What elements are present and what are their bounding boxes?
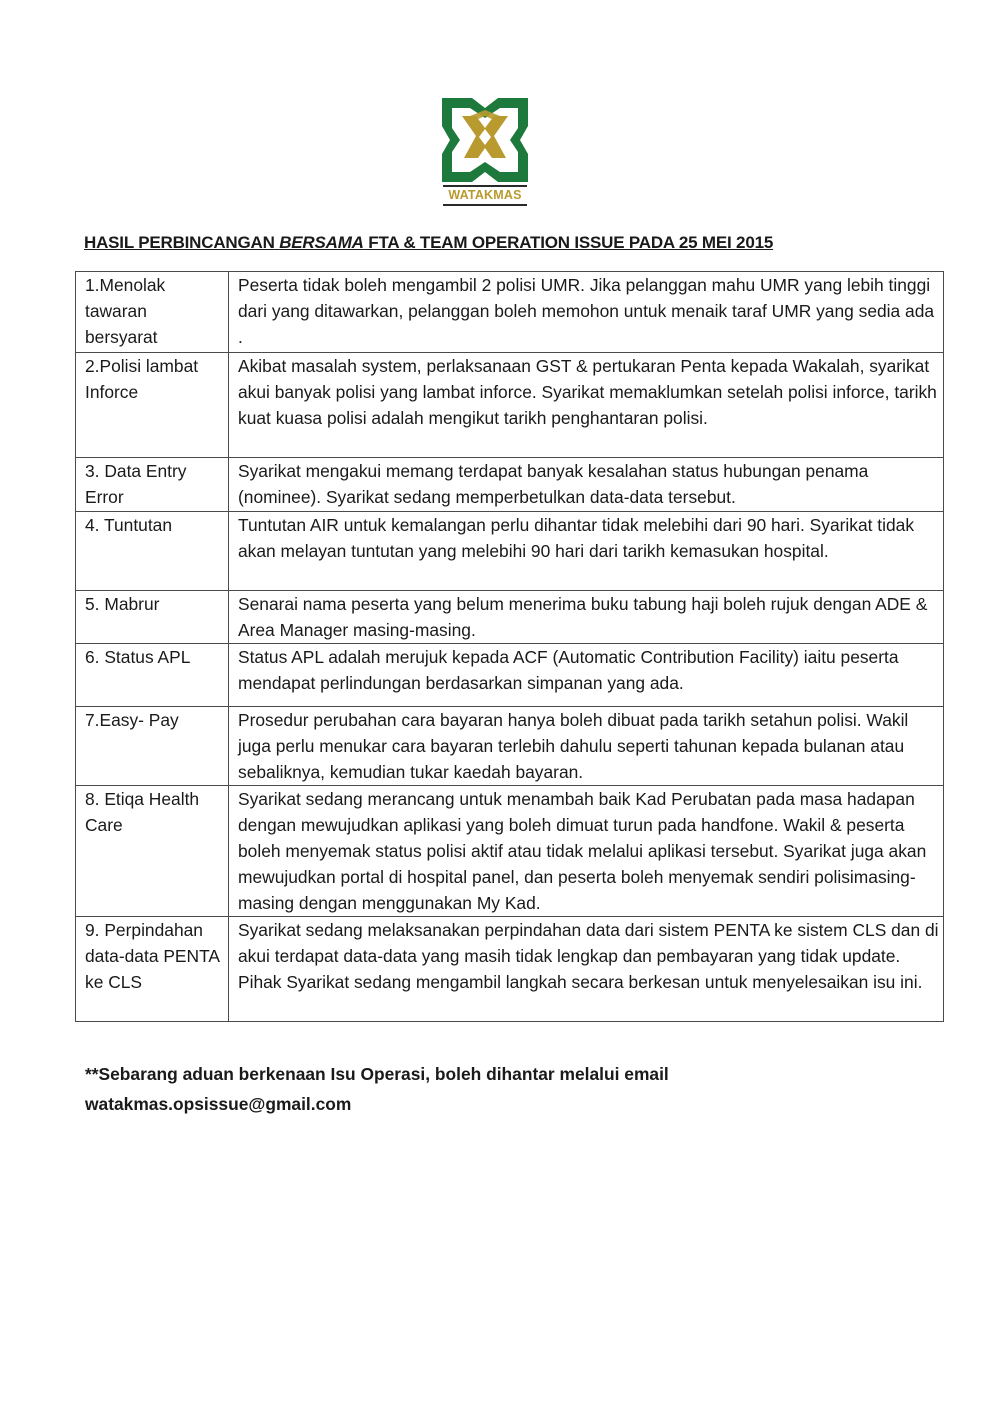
issue-topic: 7.Easy- Pay	[76, 707, 229, 786]
issue-detail: Tuntutan AIR untuk kemalangan perlu dihantar tidak melebihi dari 90 hari. Syarikat tidak akan melayan tuntutan yang melebihi 90 hari dari tarikh kemasukan hospital.	[229, 512, 944, 591]
table-row	[76, 512, 944, 591]
issue-topic: 2.Polisi lambat Inforce	[76, 353, 229, 458]
table-row	[76, 644, 944, 707]
table-row	[76, 786, 944, 917]
issue-detail: Peserta tidak boleh mengambil 2 polisi UMR. Jika pelanggan mahu UMR yang lebih tinggi dari yang ditawarkan, pelanggan boleh memohon untuk menaik taraf UMR yang sedia ada .	[229, 272, 944, 353]
table-row	[76, 591, 944, 644]
issue-topic: 8. Etiqa Health Care	[76, 786, 229, 917]
issue-detail: Syarikat sedang merancang untuk menambah baik Kad Perubatan pada masa hadapan dengan mewujudkan aplikasi yang boleh dimuat turun pada handfone. Wakil & peserta boleh menyemak status polisi aktif atau tidak melalui aplikasi tersebut. Syarikat juga akan mewujudkan portal di hospital panel, dan peserta boleh menyemak sendiri polisimasing-masing dengan menggunakan My Kad.	[229, 786, 944, 917]
logo-rule	[443, 185, 527, 187]
issue-topic: 3. Data Entry Error	[76, 458, 229, 512]
issue-topic: 6. Status APL	[76, 644, 229, 707]
contact-note	[85, 1059, 905, 1119]
title-part: FTA & TEAM OPERATION ISSUE PADA 25 MEI 2015	[363, 233, 774, 252]
contact-email: watakmas.opsissue@gmail.com	[85, 1094, 352, 1114]
title-part: HASIL PERBINCANGAN	[84, 233, 280, 252]
logo-text: WATAKMAS	[448, 188, 522, 202]
issue-detail: Prosedur perubahan cara bayaran hanya boleh dibuat pada tarikh setahun polisi. Wakil juga perlu menukar cara bayaran terlebih dahulu seperti tahunan kepada bulanan atau sebaliknya, kemudian tukar kaedah bayaran.	[229, 707, 944, 786]
table-row	[76, 272, 944, 353]
title-emphasis: BERSAMA	[279, 233, 364, 252]
table-row	[76, 917, 944, 1022]
table-row	[76, 353, 944, 458]
issue-detail: Syarikat mengakui memang terdapat banyak kesalahan status hubungan penama (nominee). Syarikat sedang memperbetulkan data-data tersebut.	[229, 458, 944, 512]
issue-detail: Status APL adalah merujuk kepada ACF (Automatic Contribution Facility) iaitu peserta mendapat perlindungan berdasarkan simpanan yang ada.	[229, 644, 944, 707]
table-row	[76, 707, 944, 786]
issue-detail: Akibat masalah system, perlaksanaan GST & pertukaran Penta kepada Wakalah, syarikat akui banyak polisi yang lambat inforce. Syarikat memaklumkan setelah polisi inforce, tarikh kuat kuasa polisi adalah mengikut tarikh penghantaran polisi.	[229, 353, 944, 458]
logo-emblem-icon	[440, 96, 530, 184]
issue-detail: Senarai nama peserta yang belum menerima buku tabung haji boleh rujuk dengan ADE & Area Manager masing-masing.	[229, 591, 944, 644]
issue-topic: 9. Perpindahan data-data PENTA ke CLS	[76, 917, 229, 1022]
note-text: **Sebarang aduan berkenaan Isu Operasi, boleh dihantar melalui email	[85, 1064, 669, 1084]
table-row	[76, 458, 944, 512]
logo-rule	[443, 204, 527, 206]
issue-topic: 5. Mabrur	[76, 591, 229, 644]
issues-table	[75, 271, 944, 1022]
issue-topic: 4. Tuntutan	[76, 512, 229, 591]
document-title	[84, 233, 914, 253]
issue-topic: 1.Menolak tawaran bersyarat	[76, 272, 229, 353]
watakmas-logo	[440, 96, 530, 208]
issue-detail: Syarikat sedang melaksanakan perpindahan data dari sistem PENTA ke sistem CLS dan di akui terdapat data-data yang masih tidak lengkap dan pembayaran yang tidak update. Pihak Syarikat sedang mengambil langkah secara berkesan untuk menyelesaikan isu ini.	[229, 917, 944, 1022]
